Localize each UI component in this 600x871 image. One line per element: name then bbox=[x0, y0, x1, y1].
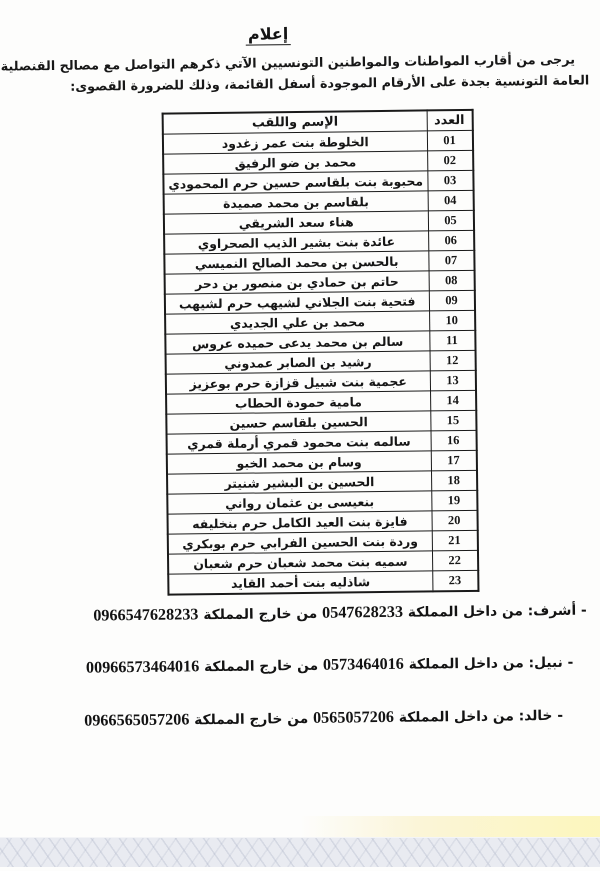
intro-line-1: يرجى من أقارب المواطنات والمواطنين التونسيين الآتي ذكرهم التواصل مع مصالح القنصلية bbox=[0, 52, 576, 75]
row-name-cell: رشيد بن الصابر عمدوني bbox=[166, 351, 430, 374]
row-number-cell: 13 bbox=[430, 370, 476, 391]
contact-inside-label: من داخل المملكة bbox=[408, 655, 524, 673]
contact-dash: - bbox=[557, 707, 564, 724]
contact-name: نبيل: bbox=[528, 654, 563, 672]
row-number-cell: 20 bbox=[432, 510, 478, 531]
row-number-cell: 22 bbox=[432, 550, 478, 571]
header-cell-number: العدد bbox=[427, 110, 473, 131]
contact-dash: - bbox=[567, 654, 574, 671]
contact-name: أشرف: bbox=[527, 602, 577, 620]
row-name-cell: هناء سعد الشريقي bbox=[164, 211, 428, 234]
row-name-cell: الخلوطة بنت عمر زغدود bbox=[163, 131, 427, 154]
row-name-cell: محبوبة بنت بلقاسم حسين حرم المحمودي bbox=[163, 171, 427, 194]
row-name-cell: حاتم بن حمادي بن منصور بن دحر bbox=[165, 271, 429, 294]
contact-outside-label: من خارج المملكة bbox=[203, 657, 319, 676]
intro-line-2: العامة التونسية بجدة على الأرقام الموجودة أسفل القائمة، وذلك للضرورة القصوى: bbox=[70, 73, 590, 95]
row-name-cell: بلقاسم بن محمد صميدة bbox=[164, 191, 428, 214]
row-name-cell: محمد بن علي الجديدي bbox=[165, 311, 429, 334]
contact-inside-number: 0573464016 bbox=[322, 654, 404, 674]
row-number-cell: 04 bbox=[428, 190, 474, 211]
row-number-cell: 01 bbox=[427, 130, 473, 151]
scan-background-strip bbox=[0, 837, 600, 867]
contact-line-khaled bbox=[84, 706, 563, 731]
contact-outside-label: من خارج المملكة bbox=[194, 710, 309, 729]
row-number-cell: 11 bbox=[429, 330, 475, 351]
row-number-cell: 05 bbox=[428, 210, 474, 231]
row-name-cell: فايزة بنت العيد الكامل حرم بنخليفه bbox=[168, 511, 432, 534]
table-row bbox=[168, 570, 478, 594]
row-name-cell: وردة بنت الحسين الفرابي حرم بوبكري bbox=[168, 531, 432, 554]
row-name-cell: بنعيسى بن عثمان رواني bbox=[167, 491, 431, 514]
contact-outside-number: 00966573464016 bbox=[85, 657, 200, 677]
names-table-body bbox=[163, 130, 478, 594]
row-number-cell: 21 bbox=[432, 530, 478, 551]
row-name-cell: مامية حمودة الحطاب bbox=[166, 391, 430, 414]
row-name-cell: عجمية بنت شبيل قزازة حرم بوعزيز bbox=[166, 371, 430, 394]
intro-paragraph bbox=[1, 49, 590, 98]
row-number-cell: 17 bbox=[431, 450, 477, 471]
row-name-cell: شاذليه بنت أحمد القايد bbox=[168, 571, 432, 595]
row-name-cell: فتحية بنت الجلاني لشيهب حرم لشيهب bbox=[165, 291, 429, 314]
contact-outside-number: 0966547628233 bbox=[93, 605, 199, 625]
row-name-cell: الحسين بلقاسم حسين bbox=[166, 411, 430, 434]
row-number-cell: 08 bbox=[429, 270, 475, 291]
contact-inside-number: 0565057206 bbox=[312, 707, 395, 727]
row-number-cell: 15 bbox=[430, 410, 476, 431]
names-table bbox=[162, 109, 479, 596]
row-number-cell: 06 bbox=[428, 230, 474, 251]
contact-name: خالد: bbox=[518, 707, 553, 725]
contact-dash: - bbox=[580, 602, 587, 619]
row-number-cell: 09 bbox=[429, 290, 475, 311]
row-number-cell: 07 bbox=[428, 250, 474, 271]
row-number-cell: 02 bbox=[427, 150, 473, 171]
row-name-cell: محمد بن ضو الرفيق bbox=[163, 151, 427, 174]
row-name-cell: سالمه بنت محمود قمري أرملة قمري bbox=[167, 431, 431, 454]
row-name-cell: سالم بن محمد يدعى حميده عروس bbox=[165, 331, 429, 354]
row-number-cell: 19 bbox=[431, 490, 477, 511]
row-number-cell: 10 bbox=[429, 310, 475, 331]
row-name-cell: بالحسن بن محمد الصالح النميسي bbox=[164, 251, 428, 274]
row-number-cell: 18 bbox=[431, 470, 477, 491]
contact-inside-number: 0547628233 bbox=[321, 602, 404, 622]
page-title-wrap bbox=[0, 21, 541, 49]
row-name-cell: سميه بنت محمد شعبان حرم شعبان bbox=[168, 551, 432, 574]
row-number-cell: 16 bbox=[431, 430, 477, 451]
contact-line-nabil bbox=[86, 653, 574, 678]
contact-inside-label: من داخل المملكة bbox=[398, 708, 514, 726]
row-number-cell: 23 bbox=[432, 570, 478, 591]
row-number-cell: 03 bbox=[427, 170, 473, 191]
contact-inside-label: من داخل المملكة bbox=[407, 603, 524, 621]
contact-line-ashraf bbox=[93, 601, 587, 626]
header-cell-name: الإسم واللقب bbox=[163, 110, 427, 134]
row-name-cell: عائدة بنت بشير الذيب الصحراوي bbox=[164, 231, 428, 254]
row-number-cell: 12 bbox=[430, 350, 476, 371]
row-name-cell: الحسين بن البشير شنيتر bbox=[167, 471, 431, 494]
page-title: إعلام bbox=[246, 24, 291, 46]
contact-outside-number: 0966565057206 bbox=[84, 710, 190, 730]
row-name-cell: وسام بن محمد الخبو bbox=[167, 451, 431, 474]
contact-outside-label: من خارج المملكة bbox=[203, 605, 318, 624]
row-number-cell: 14 bbox=[430, 390, 476, 411]
